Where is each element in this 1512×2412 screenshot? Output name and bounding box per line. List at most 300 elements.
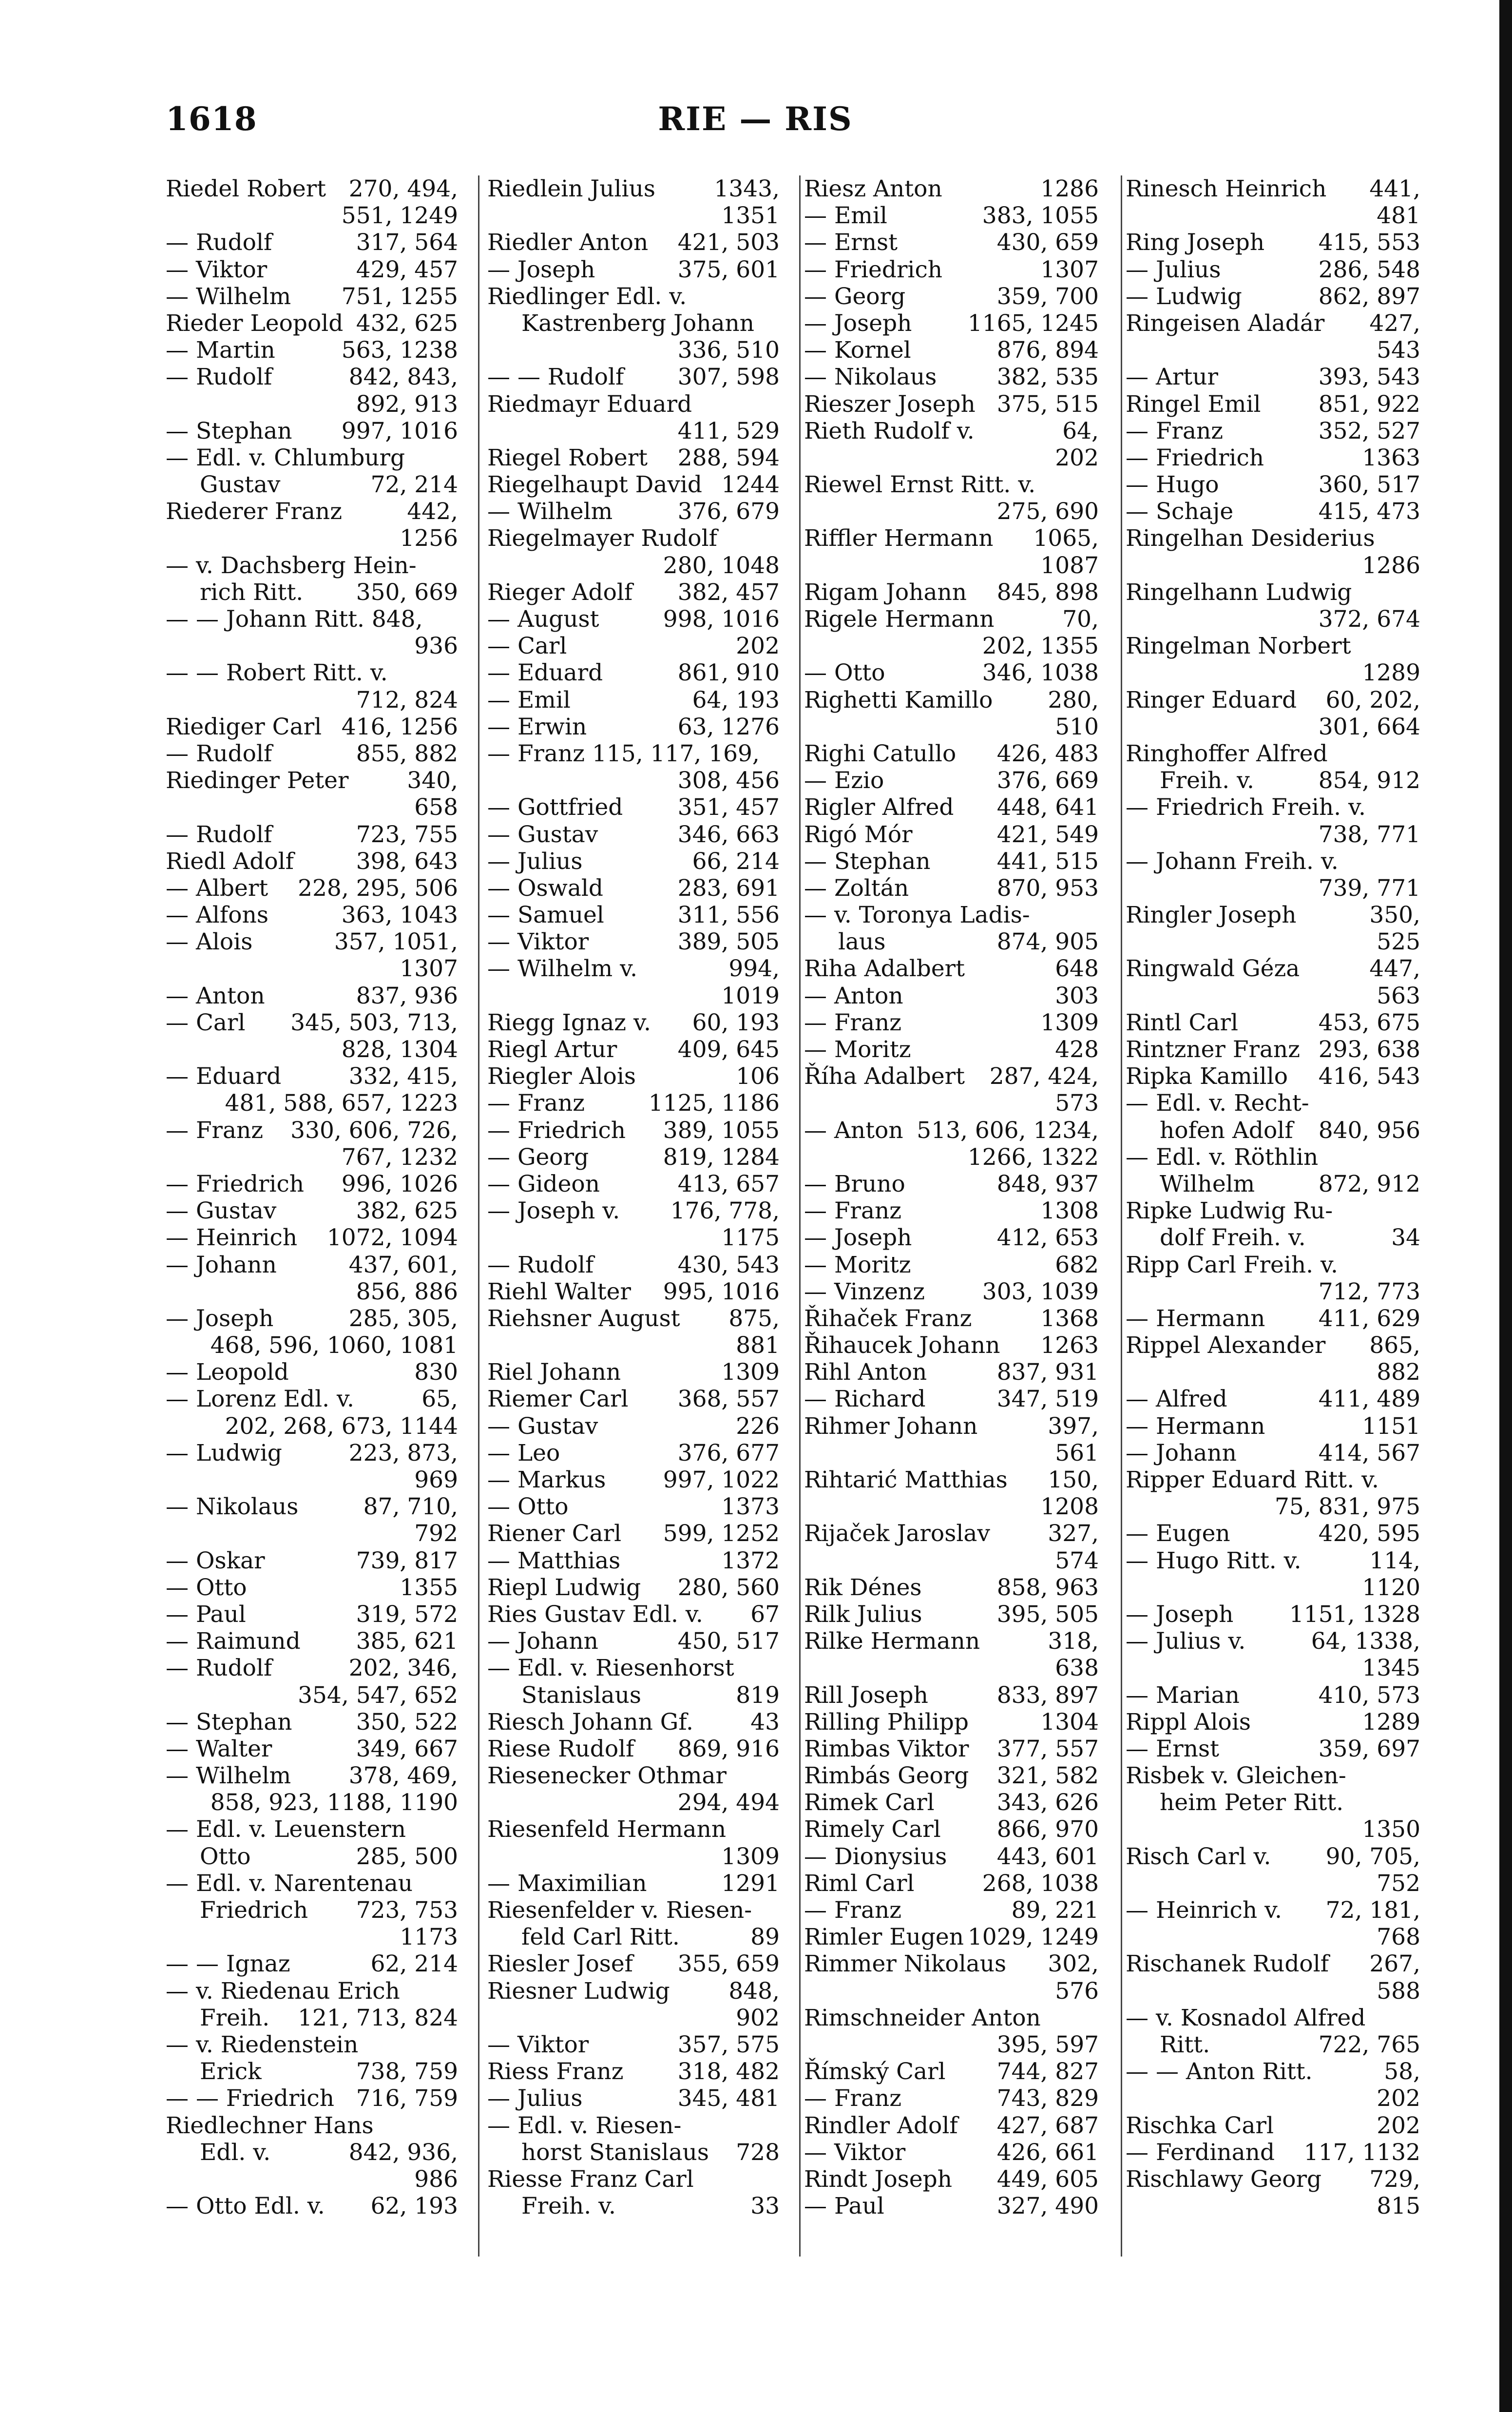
index-entry bbox=[487, 1332, 780, 1359]
entry-name: Rieszer Joseph bbox=[804, 390, 976, 418]
entry-name: — Johann bbox=[487, 1628, 598, 1655]
entry-page-refs: 729, bbox=[1369, 2165, 1420, 2193]
entry-page-refs: 106 bbox=[736, 1063, 780, 1090]
entry-name: Riesch Johann Gf. bbox=[487, 1708, 693, 1736]
entry-page-refs: 1286 bbox=[1362, 552, 1420, 579]
index-entry bbox=[166, 1547, 458, 1574]
index-entry bbox=[487, 175, 780, 202]
entry-page-refs: 744, 827 bbox=[996, 2058, 1099, 2085]
entry-name: — Ludwig bbox=[166, 1439, 282, 1466]
index-entry bbox=[804, 1332, 1099, 1359]
index-entry bbox=[487, 498, 780, 525]
entry-name: Riedmayr Eduard bbox=[487, 390, 692, 418]
entry-name: — Friedrich Freih. v. bbox=[1126, 794, 1366, 821]
entry-page-refs: 397, bbox=[1048, 1412, 1099, 1440]
index-entry bbox=[1126, 794, 1420, 821]
entry-page-refs: 395, 597 bbox=[996, 2031, 1099, 2058]
entry-name: Righetti Kamillo bbox=[804, 686, 993, 714]
entry-page-refs: 420, 595 bbox=[1318, 1520, 1420, 1547]
index-entry bbox=[804, 875, 1099, 902]
entry-name: — Emil bbox=[804, 202, 887, 230]
entry-page-refs: 563, 1238 bbox=[341, 337, 458, 364]
entry-page-refs: 525 bbox=[1377, 928, 1420, 956]
entry-page-refs: 1244 bbox=[721, 471, 780, 499]
entry-name: — Anton bbox=[804, 1117, 903, 1144]
entry-page-refs: 385, 621 bbox=[356, 1628, 458, 1655]
entry-name: feld Carl Ritt. bbox=[521, 1924, 680, 1951]
index-entry bbox=[1126, 337, 1420, 364]
entry-name: — Eduard bbox=[166, 1063, 282, 1090]
entry-page-refs: 767, 1232 bbox=[341, 1143, 458, 1171]
entry-page-refs: 415, 473 bbox=[1318, 498, 1420, 525]
entry-name: — Ferdinand bbox=[1126, 2139, 1275, 2166]
entry-name: Riegl Artur bbox=[487, 1036, 617, 1063]
index-entry bbox=[804, 1171, 1099, 1197]
index-entry bbox=[166, 659, 458, 686]
index-entry bbox=[804, 2166, 1099, 2193]
entry-name: Gustav bbox=[200, 471, 281, 499]
entry-name: Rihl Anton bbox=[804, 1359, 927, 1386]
entry-page-refs: 870, 953 bbox=[996, 874, 1099, 902]
index-entry bbox=[166, 337, 458, 364]
entry-page-refs: 413, 657 bbox=[677, 1170, 780, 1197]
entry-page-refs: 411, 529 bbox=[677, 417, 780, 444]
entry-name: — Franz bbox=[166, 1117, 264, 1144]
entry-name: Rilk Julius bbox=[804, 1601, 922, 1628]
entry-page-refs: 368, 557 bbox=[677, 1386, 780, 1413]
entry-name: — Wilhelm bbox=[166, 283, 291, 310]
entry-page-refs: 1165, 1245 bbox=[967, 309, 1099, 337]
index-entry bbox=[804, 1736, 1099, 1762]
index-entry bbox=[1126, 310, 1420, 337]
index-entry bbox=[166, 1009, 458, 1036]
entry-page-refs: 346, 663 bbox=[677, 821, 780, 848]
index-entry bbox=[487, 2193, 780, 2219]
entry-name: Riegelmayer Rudolf bbox=[487, 525, 717, 552]
index-entry bbox=[804, 1843, 1099, 1870]
entry-page-refs: 658 bbox=[414, 794, 458, 821]
index-entry bbox=[166, 767, 458, 794]
entry-name: Riha Adalbert bbox=[804, 955, 965, 983]
entry-page-refs: 1072, 1094 bbox=[326, 1224, 458, 1252]
index-entry bbox=[487, 687, 780, 714]
index-entry bbox=[1126, 740, 1420, 767]
index-entry bbox=[166, 2031, 458, 2058]
entry-name: Ringler Joseph bbox=[1126, 902, 1297, 929]
entry-page-refs: 561 bbox=[1055, 1439, 1099, 1466]
index-entry bbox=[487, 1709, 780, 1736]
entry-page-refs: 228, 295, 506 bbox=[298, 874, 458, 902]
entry-page-refs: 202 bbox=[1377, 2112, 1420, 2139]
entry-name: Kastrenberg Johann bbox=[521, 309, 755, 337]
index-entry bbox=[804, 283, 1099, 310]
entry-page-refs: 481 bbox=[1377, 202, 1420, 230]
entry-name: Rigam Johann bbox=[804, 579, 967, 606]
entry-name: Friedrich bbox=[200, 1897, 308, 1924]
index-entry bbox=[804, 606, 1099, 633]
index-entry bbox=[804, 1493, 1099, 1520]
entry-page-refs: 1208 bbox=[1040, 1493, 1099, 1521]
entry-page-refs: 866, 970 bbox=[996, 1816, 1099, 1843]
entry-page-refs: 1151 bbox=[1362, 1412, 1420, 1440]
index-entry bbox=[487, 659, 780, 686]
index-entry bbox=[804, 498, 1099, 525]
entry-page-refs: 449, 605 bbox=[996, 2165, 1099, 2193]
index-entry bbox=[1126, 2031, 1420, 2058]
entry-name: — Ludwig bbox=[1126, 283, 1242, 310]
index-entry bbox=[1126, 579, 1420, 606]
entry-name: — Maximilian bbox=[487, 1870, 647, 1897]
index-entry bbox=[804, 1709, 1099, 1736]
entry-name: — Gottfried bbox=[487, 794, 623, 821]
index-entry bbox=[487, 848, 780, 875]
entry-name: — Rudolf bbox=[166, 821, 272, 848]
entry-page-refs: 421, 503 bbox=[677, 229, 780, 256]
entry-page-refs: 267, bbox=[1369, 1950, 1420, 1978]
entry-name: — Leopold bbox=[166, 1359, 289, 1386]
entry-name: — Oskar bbox=[166, 1547, 265, 1574]
index-entry bbox=[1126, 229, 1420, 256]
entry-name: — Edl. v. Riesenhorst bbox=[487, 1655, 734, 1682]
index-entry bbox=[804, 1224, 1099, 1251]
entry-name: — Vinzenz bbox=[804, 1278, 925, 1305]
entry-name: — Otto Edl. v. bbox=[166, 2193, 325, 2220]
entry-page-refs: 1345 bbox=[1362, 1655, 1420, 1682]
entry-name: — Lorenz Edl. v. bbox=[166, 1386, 354, 1413]
index-entry bbox=[1126, 2166, 1420, 2193]
index-entry bbox=[166, 1843, 458, 1870]
entry-page-refs: 510 bbox=[1055, 713, 1099, 740]
index-entry bbox=[166, 1466, 458, 1493]
index-entry bbox=[804, 1466, 1099, 1493]
index-entry bbox=[166, 1117, 458, 1144]
entry-name: Righi Catullo bbox=[804, 740, 957, 767]
entry-page-refs: 442, bbox=[407, 498, 458, 525]
entry-name: Riesenfeld Hermann bbox=[487, 1816, 727, 1843]
index-entry bbox=[804, 1305, 1099, 1332]
index-entry bbox=[487, 767, 780, 794]
page-header bbox=[166, 100, 1345, 154]
entry-name: — Artur bbox=[1126, 364, 1218, 391]
entry-name: — Hugo Ritt. v. bbox=[1126, 1547, 1301, 1574]
entry-name: hofen Adolf bbox=[1160, 1117, 1293, 1144]
index-entry bbox=[166, 1197, 458, 1224]
entry-page-refs: 851, 922 bbox=[1318, 390, 1420, 418]
entry-page-refs: 432, 625 bbox=[356, 309, 458, 337]
entry-page-refs: 441, 515 bbox=[996, 848, 1099, 875]
entry-page-refs: 349, 667 bbox=[356, 1735, 458, 1762]
entry-name: Římský Carl bbox=[804, 2058, 946, 2085]
index-entry bbox=[487, 1601, 780, 1628]
index-entry bbox=[487, 606, 780, 633]
index-entry bbox=[1126, 1789, 1420, 1816]
entry-name: Freih. v. bbox=[1160, 767, 1254, 794]
entry-page-refs: 815 bbox=[1377, 2193, 1420, 2220]
entry-name: Riegg Ignaz v. bbox=[487, 1009, 651, 1036]
index-entry bbox=[804, 1090, 1099, 1117]
entry-name: — Ernst bbox=[1126, 1735, 1219, 1762]
entry-name: — — Johann Ritt. 848, bbox=[166, 606, 423, 633]
entry-page-refs: 72, 181, bbox=[1325, 1897, 1420, 1924]
entry-name: — Julius v. bbox=[1126, 1628, 1246, 1655]
entry-page-refs: 359, 697 bbox=[1318, 1735, 1420, 1762]
entry-name: Rippel Alexander bbox=[1126, 1332, 1326, 1359]
entry-page-refs: 427, bbox=[1369, 309, 1420, 337]
index-entry bbox=[1126, 714, 1420, 740]
index-entry bbox=[804, 1413, 1099, 1440]
index-entry bbox=[1126, 283, 1420, 310]
entry-name: — Nikolaus bbox=[166, 1493, 299, 1521]
index-entry bbox=[804, 1950, 1099, 1977]
entry-page-refs: 447, bbox=[1369, 955, 1420, 983]
index-entry bbox=[487, 1547, 780, 1574]
entry-page-refs: 876, 894 bbox=[996, 337, 1099, 364]
entry-page-refs: 858, 923, 1188, 1190 bbox=[210, 1789, 458, 1816]
entry-page-refs: 450, 517 bbox=[677, 1628, 780, 1655]
index-entry bbox=[166, 1278, 458, 1305]
index-entry bbox=[166, 955, 458, 982]
entry-name: Rik Dénes bbox=[804, 1574, 922, 1601]
entry-name: Riffler Hermann bbox=[804, 525, 994, 552]
index-entry bbox=[166, 1386, 458, 1412]
entry-page-refs: 336, 510 bbox=[677, 337, 780, 364]
entry-page-refs: 303, 1039 bbox=[982, 1278, 1099, 1305]
index-entry bbox=[804, 1278, 1099, 1305]
index-entry bbox=[804, 364, 1099, 390]
entry-name: — Paul bbox=[166, 1601, 246, 1628]
entry-name: Riesse Franz Carl bbox=[487, 2165, 694, 2193]
index-entry bbox=[166, 902, 458, 928]
entry-page-refs: 865, bbox=[1369, 1332, 1420, 1359]
entry-page-refs: 845, 898 bbox=[996, 579, 1099, 606]
entry-page-refs: 416, 1256 bbox=[341, 713, 458, 740]
entry-name: Rinesch Heinrich bbox=[1126, 175, 1327, 202]
index-entry bbox=[1126, 444, 1420, 471]
index-entry bbox=[166, 525, 458, 552]
index-entry bbox=[804, 1924, 1099, 1950]
index-entry bbox=[166, 1036, 458, 1063]
entry-page-refs: 1309 bbox=[1040, 1009, 1099, 1036]
index-entry bbox=[1126, 955, 1420, 982]
index-entry bbox=[1126, 364, 1420, 390]
entry-page-refs: 427, 687 bbox=[996, 2112, 1099, 2139]
entry-name: — Rudolf bbox=[166, 364, 272, 391]
index-entry bbox=[487, 1009, 780, 1036]
entry-name: — Alfred bbox=[1126, 1386, 1227, 1413]
entry-page-refs: 998, 1016 bbox=[663, 606, 780, 633]
entry-page-refs: 275, 690 bbox=[996, 498, 1099, 525]
index-entry bbox=[487, 2031, 780, 2058]
index-entry bbox=[804, 794, 1099, 821]
entry-page-refs: 382, 625 bbox=[356, 1197, 458, 1225]
entry-name: Ripka Kamillo bbox=[1126, 1063, 1288, 1090]
index-entry bbox=[1126, 1063, 1420, 1090]
entry-page-refs: 34 bbox=[1391, 1224, 1420, 1252]
entry-name: Riediger Carl bbox=[166, 713, 322, 740]
entry-name: rich Ritt. bbox=[200, 579, 304, 606]
entry-name: — Anton bbox=[166, 982, 265, 1009]
entry-name: — Franz bbox=[804, 2085, 902, 2112]
entry-page-refs: 997, 1016 bbox=[341, 417, 458, 444]
entry-page-refs: 996, 1026 bbox=[341, 1170, 458, 1197]
entry-page-refs: 739, 771 bbox=[1318, 874, 1420, 902]
entry-name: — Bruno bbox=[804, 1170, 905, 1197]
entry-page-refs: 383, 1055 bbox=[982, 202, 1099, 230]
entry-name: Riml Carl bbox=[804, 1870, 915, 1897]
index-entry bbox=[166, 1440, 458, 1466]
entry-name: — Georg bbox=[804, 283, 906, 310]
entry-name: Rimschneider Anton bbox=[804, 2004, 1041, 2031]
entry-name: — Dionysius bbox=[804, 1843, 947, 1870]
index-entry bbox=[166, 175, 458, 202]
index-entry bbox=[166, 283, 458, 310]
entry-name: Rigó Mór bbox=[804, 821, 913, 848]
index-entry bbox=[804, 1655, 1099, 1681]
index-entry bbox=[166, 418, 458, 444]
entry-page-refs: 842, 936, bbox=[348, 2139, 458, 2166]
column-divider bbox=[478, 175, 479, 2257]
entry-name: — Eduard bbox=[487, 659, 603, 687]
entry-page-refs: 347, 519 bbox=[996, 1386, 1099, 1413]
entry-page-refs: 398, 643 bbox=[356, 848, 458, 875]
entry-name: — Otto bbox=[487, 1493, 569, 1521]
index-entry bbox=[166, 229, 458, 256]
index-entry bbox=[166, 1762, 458, 1789]
entry-page-refs: 89, 221 bbox=[1011, 1897, 1099, 1924]
index-entry bbox=[1126, 902, 1420, 928]
entry-name: — Georg bbox=[487, 1143, 589, 1171]
index-entry bbox=[166, 1305, 458, 1332]
index-entry bbox=[1126, 875, 1420, 902]
index-entry bbox=[804, 418, 1099, 444]
index-entry bbox=[1126, 1709, 1420, 1736]
entry-page-refs: 382, 457 bbox=[677, 579, 780, 606]
entry-name: Ringel Emil bbox=[1126, 390, 1261, 418]
index-entry bbox=[1126, 1682, 1420, 1709]
index-entry bbox=[166, 1144, 458, 1171]
index-entry bbox=[166, 579, 458, 606]
index-entry bbox=[804, 310, 1099, 337]
entry-page-refs: 343, 626 bbox=[996, 1789, 1099, 1816]
index-entry bbox=[166, 1924, 458, 1950]
index-entry bbox=[804, 902, 1099, 928]
entry-page-refs: 60, 202, bbox=[1325, 686, 1420, 714]
index-entry bbox=[166, 1709, 458, 1736]
entry-page-refs: 1368 bbox=[1040, 1305, 1099, 1332]
index-entry bbox=[1126, 821, 1420, 848]
entry-page-refs: 351, 457 bbox=[677, 794, 780, 821]
entry-page-refs: 936 bbox=[414, 633, 458, 660]
entry-name: — Julius bbox=[487, 848, 583, 875]
index-entry bbox=[487, 391, 780, 418]
entry-page-refs: 513, 606, 1234, bbox=[917, 1117, 1099, 1144]
entry-name: — v. Riedenau Erich bbox=[166, 1977, 400, 2005]
index-entry bbox=[804, 1386, 1099, 1412]
entry-name: — Gustav bbox=[487, 821, 598, 848]
scan-edge bbox=[1499, 0, 1512, 2412]
entry-name: — Stephan bbox=[166, 1708, 292, 1736]
index-entry bbox=[487, 821, 780, 848]
index-entry bbox=[166, 875, 458, 902]
entry-page-refs: 1307 bbox=[400, 955, 458, 983]
entry-page-refs: 969 bbox=[414, 1466, 458, 1493]
entry-name: — Oswald bbox=[487, 874, 603, 902]
entry-name: — Hermann bbox=[1126, 1412, 1265, 1440]
entry-page-refs: 638 bbox=[1055, 1655, 1099, 1682]
entry-name: — Viktor bbox=[166, 256, 268, 283]
index-entry bbox=[487, 902, 780, 928]
entry-page-refs: 376, 679 bbox=[677, 498, 780, 525]
index-entry bbox=[1126, 1493, 1420, 1520]
entry-name: — Eugen bbox=[1126, 1520, 1230, 1547]
index-columns bbox=[166, 175, 1420, 2257]
entry-page-refs: 429, 457 bbox=[356, 256, 458, 283]
index-entry bbox=[804, 928, 1099, 955]
entry-page-refs: 1373 bbox=[721, 1493, 780, 1521]
entry-name: — Friedrich bbox=[487, 1117, 626, 1144]
entry-page-refs: 573 bbox=[1055, 1090, 1099, 1117]
entry-page-refs: 875, bbox=[728, 1305, 780, 1332]
index-entry bbox=[487, 1978, 780, 2005]
column-3 bbox=[804, 175, 1099, 2257]
entry-page-refs: 409, 645 bbox=[677, 1036, 780, 1063]
index-entry bbox=[804, 1520, 1099, 1547]
entry-page-refs: 268, 1038 bbox=[982, 1870, 1099, 1897]
entry-page-refs: 287, 424, bbox=[989, 1063, 1099, 1090]
entry-name: Ripper Eduard Ritt. v. bbox=[1126, 1466, 1379, 1493]
entry-name: — Edl. v. Leuenstern bbox=[166, 1816, 406, 1843]
entry-name: — — Robert Ritt. v. bbox=[166, 659, 388, 687]
index-entry bbox=[166, 2166, 458, 2193]
entry-page-refs: 412, 653 bbox=[996, 1224, 1099, 1252]
index-entry bbox=[1126, 1547, 1420, 1574]
entry-page-refs: 308, 456 bbox=[677, 767, 780, 794]
index-entry bbox=[487, 444, 780, 471]
entry-page-refs: 752 bbox=[1377, 1870, 1420, 1897]
entry-name: Riedl Adolf bbox=[166, 848, 294, 875]
index-entry bbox=[804, 2085, 1099, 2112]
index-entry bbox=[166, 1252, 458, 1278]
entry-name: Rihmer Johann bbox=[804, 1412, 978, 1440]
entry-page-refs: 1291 bbox=[721, 1870, 780, 1897]
index-entry bbox=[804, 1816, 1099, 1843]
index-entry bbox=[487, 1386, 780, 1412]
index-entry bbox=[166, 687, 458, 714]
entry-name: — Emil bbox=[487, 686, 571, 714]
entry-page-refs: 226 bbox=[736, 1412, 780, 1440]
entry-page-refs: 840, 956 bbox=[1318, 1117, 1420, 1144]
entry-name: Riesner Ludwig bbox=[487, 1977, 670, 2005]
entry-name: — Erwin bbox=[487, 713, 587, 740]
index-entry bbox=[487, 1843, 780, 1870]
index-entry bbox=[804, 552, 1099, 579]
index-entry bbox=[166, 2005, 458, 2031]
entry-page-refs: 64, bbox=[1062, 417, 1099, 444]
index-entry bbox=[166, 1682, 458, 1709]
index-entry bbox=[487, 1736, 780, 1762]
entry-name: — Viktor bbox=[804, 2139, 906, 2166]
entry-page-refs: 443, 601 bbox=[996, 1843, 1099, 1870]
index-entry bbox=[1126, 1466, 1420, 1493]
entry-page-refs: 430, 659 bbox=[996, 229, 1099, 256]
entry-page-refs: 576 bbox=[1055, 1977, 1099, 2005]
entry-page-refs: 176, 778, bbox=[670, 1197, 780, 1225]
entry-name: — Moritz bbox=[804, 1036, 911, 1063]
entry-name: Otto bbox=[200, 1843, 251, 1870]
entry-name: — v. Riedenstein bbox=[166, 2031, 359, 2058]
index-entry bbox=[166, 2193, 458, 2219]
entry-page-refs: 90, 705, bbox=[1325, 1843, 1420, 1870]
